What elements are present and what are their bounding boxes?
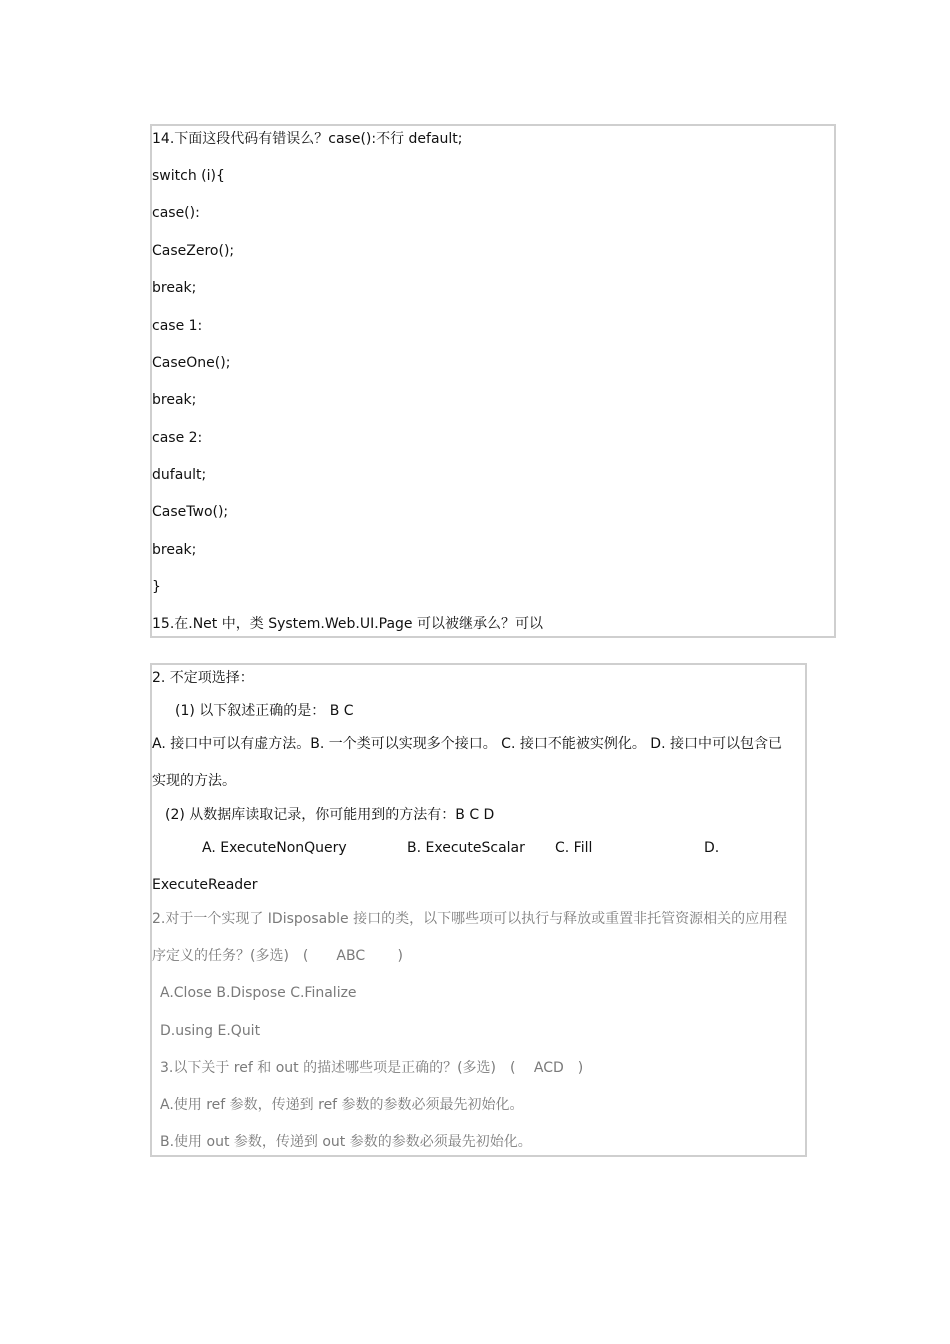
code-line: case():	[152, 205, 200, 221]
multiple-choice-block	[150, 663, 807, 1157]
option-d-cont: ExecuteReader	[152, 877, 258, 893]
section-heading: 2. 不定项选择：	[152, 670, 254, 686]
option-a: A. ExecuteNonQuery	[202, 840, 347, 856]
code-line: case 2:	[152, 430, 203, 446]
question-14-title: 14.下面这段代码有错误么？case():不行 default;	[152, 131, 463, 147]
code-line: CaseTwo();	[152, 504, 229, 520]
question-3-title: 2.对于一个实现了 IDisposable 接口的类，以下哪些项可以执行与释放或重置非托管资源相关的应用程	[152, 911, 788, 927]
code-line: break;	[152, 542, 197, 558]
question-3-options-cont: D.using E.Quit	[160, 1023, 261, 1039]
question-4-option-a: A.使用 ref 参数，传递到 ref 参数的参数必须最先初始化。	[160, 1097, 524, 1113]
code-line: dufault;	[152, 467, 207, 483]
question-1-title: (1) 以下叙述正确的是： B C	[175, 703, 354, 719]
option-b: B. ExecuteScalar	[407, 840, 525, 856]
question-4-option-b: B.使用 out 参数，传递到 out 参数的参数必须最先初始化。	[160, 1134, 532, 1150]
code-line: break;	[152, 280, 197, 296]
option-c: C. Fill	[555, 840, 593, 856]
question-1-options-cont: 实现的方法。	[152, 773, 236, 789]
code-line: CaseZero();	[152, 243, 235, 259]
question-block-14-15	[150, 124, 836, 638]
code-line: }	[152, 579, 161, 595]
code-line: switch (i){	[152, 168, 225, 184]
code-line: case 1:	[152, 318, 203, 334]
option-d: D.	[704, 840, 720, 856]
code-line: CaseOne();	[152, 355, 231, 371]
code-line: break;	[152, 392, 197, 408]
question-4-title: 3.以下关于 ref 和 out 的描述哪些项是正确的？(多选) ( ACD )	[160, 1060, 584, 1076]
question-2-title: (2) 从数据库读取记录，你可能用到的方法有：B C D	[165, 807, 495, 823]
question-1-options: A. 接口中可以有虚方法。B. 一个类可以实现多个接口。 C. 接口不能被实例化。 D. 接口中可以包含已	[152, 736, 782, 752]
question-15-title: 15.在.Net 中，类 System.Web.UI.Page 可以被继承么？可以	[152, 616, 543, 632]
question-3-options: A.Close B.Dispose C.Finalize	[160, 985, 357, 1001]
question-3-title-cont: 序定义的任务？(多选) ( ABC )	[152, 948, 404, 964]
